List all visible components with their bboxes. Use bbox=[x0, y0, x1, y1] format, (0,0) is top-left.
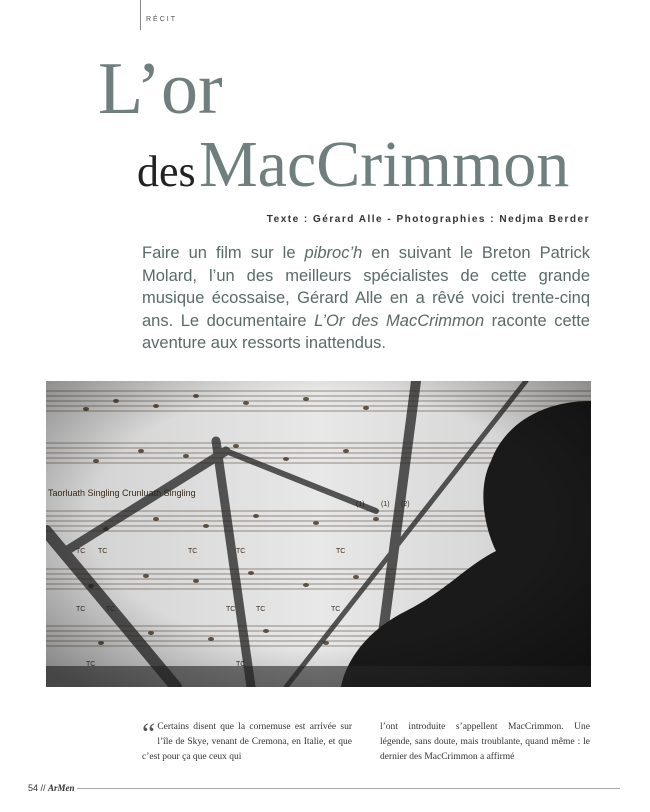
article-column-1 bbox=[142, 717, 352, 765]
intro-paragraph bbox=[142, 242, 590, 355]
intro-text-2: en suivant le Breton Patrick Molard, l’un des meilleurs spécialistes de cette grande musique écossaise, Gérard Alle en a rêvé voici trente-cinq ans. Le documentaire bbox=[142, 244, 590, 330]
article-column-2: l’ont introduite s’appellent MacCrimmon. Une légende, sans doute, mais troublante, quand même : le dernier des MacCrimmon a affirmé bbox=[380, 722, 590, 762]
article-text-1: Certains disent que la cornemuse est arrivée sur l’île de Skye, venant de Cremona, en Italie, et que c’est pour ça que ceux qui bbox=[142, 722, 352, 762]
intro-text-1: Faire un film sur le bbox=[142, 244, 305, 262]
page-footer bbox=[28, 783, 77, 793]
intro-em-1: pibroc’h bbox=[304, 244, 363, 262]
page-number: 54 bbox=[28, 783, 39, 793]
intro-em-2: L’Or des MacCrimmon bbox=[314, 311, 485, 330]
photo-illustration bbox=[46, 381, 591, 687]
footer-rule bbox=[60, 788, 620, 789]
footer-separator: // bbox=[38, 783, 49, 793]
title-line-1: L’or bbox=[98, 48, 223, 130]
intro-text-3: raconte cette aventure aux ressorts inattendus. bbox=[142, 311, 590, 352]
section-label: RÉCIT bbox=[146, 16, 177, 23]
title-prefix: des bbox=[137, 147, 196, 196]
photo-sheet-music-silhouette bbox=[46, 381, 591, 687]
section-rule bbox=[140, 0, 141, 30]
quote-mark: “ bbox=[142, 717, 156, 750]
credits: Texte : Gérard Alle - Photographies : Nedjma Berder bbox=[266, 214, 590, 225]
title-line-2: MacCrimmon bbox=[199, 128, 570, 201]
magazine-name: ArMen bbox=[48, 783, 75, 793]
